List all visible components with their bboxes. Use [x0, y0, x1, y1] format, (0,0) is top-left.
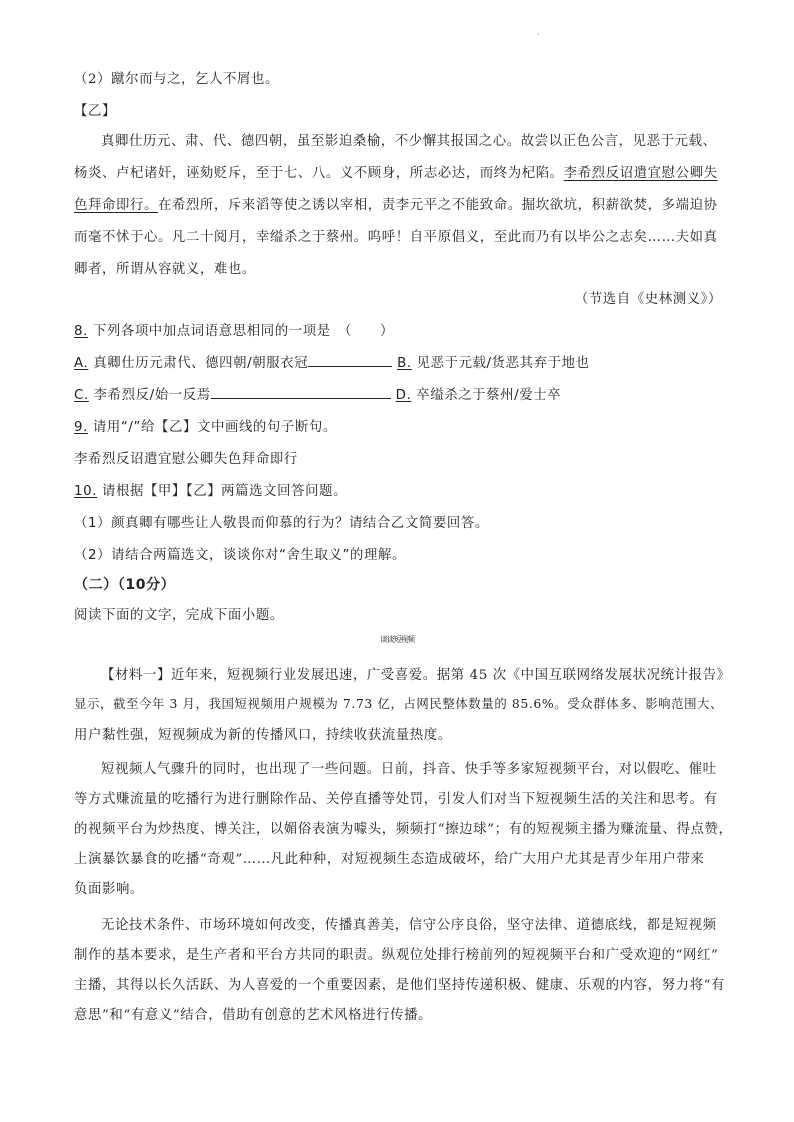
paragraph-3-line-2: 制作的基本要求，是生产者和平台方共同的职责。纵观位处排行榜前列的短视频平台和广受欢迎的“网红” [74, 948, 719, 963]
option-c-blank [211, 386, 391, 399]
section-2-instruction: 阅读下面的文字，完成下面小题。 [74, 608, 284, 623]
corner-mark: · [537, 30, 540, 40]
question-8 [74, 320, 722, 339]
question-8-options-cd [74, 384, 722, 403]
yi-p2-text: 杨炎、卢杞诸奸，诬劾贬斥，至于七、八。义不顾身，所志必达，而终为杞陷。 [74, 166, 564, 181]
question-10-part-1: （1）颜真卿有哪些让人敬畏而仰慕的行为？请结合乙文简要回答。 [74, 516, 489, 531]
yi-label: 【乙】 [74, 104, 116, 119]
underlined-sentence-part-1: 李希烈反诏遣宜慰公卿失 [563, 166, 718, 181]
question-10 [74, 480, 722, 499]
option-c-text: 李希烈反/始一反焉 [93, 388, 211, 403]
yi-p3-text: 在希烈所，斥来滔等使之诱以宰相，责李元平之不能致命。掘坎欲坑，积薪欲焚，多端迫协 [157, 198, 718, 213]
yi-paragraph-line-1: 真卿仕历元、肃、代、德四朝，虽至影迫桑榆，不少懈其报国之心。故尝以正色公言，见恶于元载、 [101, 134, 717, 149]
section-2-heading: （二）（10分） [74, 577, 176, 593]
question-8-number: 8. [74, 324, 88, 339]
paragraph-2-line-4: 上演暴饮暴食的吃播“奇观”……凡此种种，对短视频生态造成破坏，给广大用户尤其是青少年用户带来 [74, 852, 705, 867]
paragraph-2-line-1: 短视频人气骤升的同时，也出现了一些问题。日前，抖音、快手等多家短视频平台，对以假吃、催吐 [101, 762, 717, 777]
option-a-blank [308, 354, 392, 367]
paragraph-2-line-5: 负面影响。 [74, 882, 144, 897]
question-9-text: 请用“/”给【乙】文中画线的句子断句。 [92, 420, 337, 435]
material-1-line-2: 显示，截至今年 3 月，我国短视频用户规模为 7.73 亿，占网民整体数量的 85.6%。受众群体多、影响范围大、 [74, 696, 724, 711]
paragraph-3-line-3: 主播，其得以长久活跃、为人喜爱的一个重要因素，是他们坚持传递积极、健康、乐观的内容，努力将“有 [74, 978, 726, 993]
question-10-number: 10. [74, 484, 98, 499]
yi-paragraph-line-3 [74, 194, 722, 213]
yi-paragraph-line-2 [74, 162, 722, 181]
question-10-part-2: （2）请结合两篇选文，谈谈你对“舍生取义”的理解。 [74, 548, 406, 563]
question-9-number: 9. [74, 420, 88, 435]
yi-paragraph-line-4: 而毫不怵于心。凡二十阅月，幸缢杀之于蔡州。呜呼！自平原倡义，至此而乃有以毕公之志矣……夫如真 [74, 230, 718, 245]
question-8-text: 下列各项中加点词语意思相同的一项是 （ ） [92, 324, 394, 339]
option-d-letter: D. [395, 388, 412, 403]
paragraph-2-line-2: 等方式赚流量的吃播行为进行删除作品、关停直播等处罚，引发人们对当下短视频生活的关注和思考。有 [74, 792, 718, 807]
paragraph-3-line-4: 意思”和“有意义”结合，借助有创意的艺术风格进行传播。 [74, 1008, 433, 1023]
paragraph-3-line-1: 无论技术条件、市场环境如何改变，传播真善美，信守公序良俗，坚守法律、道德底线，都是短视频 [101, 918, 717, 933]
option-d-text: 卒缢杀之于蔡州/爱士卒 [416, 388, 562, 403]
underlined-sentence-part-2: 色拜命即行。 [74, 198, 158, 213]
article-title: 谈谈短视频 [380, 635, 414, 644]
source-citation: （节选自《史林测义》） [574, 292, 722, 307]
line-2-2: （2）蹴尔而与之，乞人不屑也。 [74, 72, 279, 87]
option-b-letter: B. [397, 356, 412, 371]
question-8-options-ab [74, 352, 722, 371]
question-9 [74, 416, 722, 435]
option-b-text: 见恶于元载/货恶其弃于地也 [416, 356, 590, 371]
material-1-line-3: 用户黏性强，短视频成为新的传播风口，持续收获流量热度。 [74, 728, 452, 743]
question-9-sentence: 李希烈反诏遣宜慰公卿失色拜命即行 [74, 452, 298, 467]
option-c-letter: C. [74, 388, 89, 403]
material-1-line-1: 【材料一】近年来，短视频行业发展迅速，广受喜爱。据第 45 次《中国互联网络发展状况统计报告》 [101, 668, 731, 683]
paragraph-2-line-3: 的视频平台为炒热度、博关注，以媚俗表演为噱头，频频打“擦边球”；有的短视频主播为赚流量、得点赞， [74, 822, 733, 837]
option-a-letter: A. [74, 356, 89, 371]
question-10-text: 请根据【甲】【乙】两篇选文回答问题。 [101, 484, 348, 499]
yi-paragraph-line-5: 卿者，所谓从容就义，难也。 [74, 262, 256, 277]
option-a-text: 真卿仕历元肃代、德四朝/朝服衣冠 [93, 356, 309, 371]
